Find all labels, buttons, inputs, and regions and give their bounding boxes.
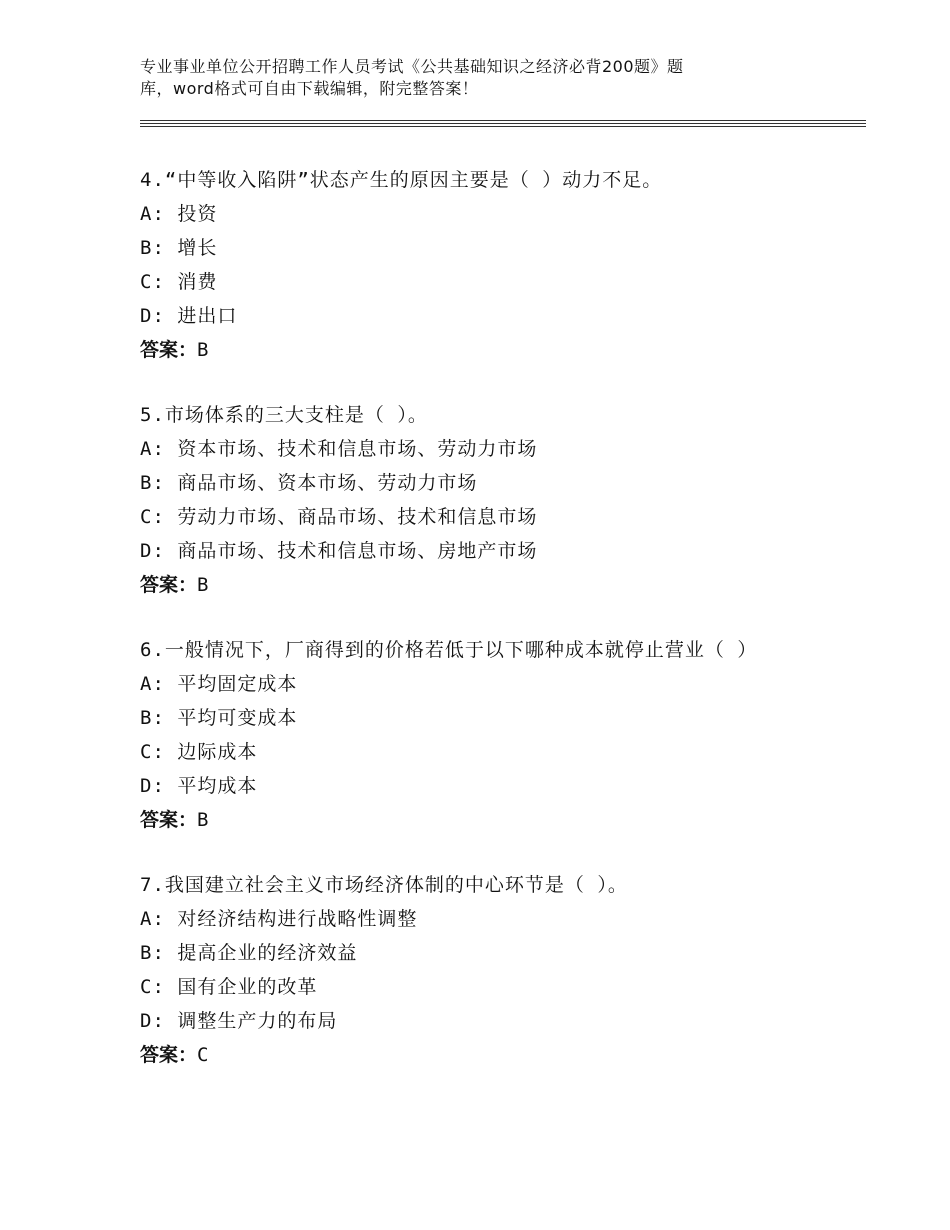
option-c: C: 消费: [140, 271, 218, 293]
question-item: [140, 868, 860, 1072]
question-stem: 6.一般情况下，厂商得到的价格若低于以下哪种成本就停止营业（ ）: [140, 639, 758, 661]
header-divider-line: [140, 123, 866, 124]
option-d: D: 平均成本: [140, 775, 258, 797]
header-divider-line: [140, 120, 866, 121]
answer-value: B: [197, 339, 209, 361]
question-list: [140, 163, 860, 1072]
question-stem: 5.市场体系的三大支柱是（ ）。: [140, 404, 428, 426]
question-item: [140, 398, 860, 602]
option-b: B: 提高企业的经济效益: [140, 942, 358, 964]
answer-value: C: [197, 1044, 209, 1066]
header-title-line-1: 专业事业单位公开招聘工作人员考试《公共基础知识之经济必背200题》题: [140, 57, 684, 76]
answer-value: B: [197, 809, 209, 831]
answer-row: [140, 333, 860, 367]
answer-row: [140, 568, 860, 602]
option-d: D: 商品市场、技术和信息市场、房地产市场: [140, 540, 538, 562]
option-c: C: 劳动力市场、商品市场、技术和信息市场: [140, 506, 538, 528]
answer-row: [140, 1038, 860, 1072]
answer-row: [140, 803, 860, 837]
option-b: B: 平均可变成本: [140, 707, 298, 729]
answer-label: 答案：: [140, 339, 198, 361]
answer-value: B: [197, 574, 209, 596]
option-a: A: 投资: [140, 203, 218, 225]
document-header: [140, 56, 780, 100]
option-d: D: 调整生产力的布局: [140, 1010, 338, 1032]
question-stem: 4.“中等收入陷阱”状态产生的原因主要是（ ）动力不足。: [140, 169, 663, 191]
question-item: [140, 163, 860, 367]
question-stem: 7.我国建立社会主义市场经济体制的中心环节是（ ）。: [140, 874, 628, 896]
question-item: [140, 633, 860, 837]
option-d: D: 进出口: [140, 305, 238, 327]
option-c: C: 国有企业的改革: [140, 976, 318, 998]
answer-label: 答案：: [140, 809, 198, 831]
option-a: A: 资本市场、技术和信息市场、劳动力市场: [140, 438, 538, 460]
header-divider-line: [140, 126, 866, 127]
option-c: C: 边际成本: [140, 741, 258, 763]
answer-label: 答案：: [140, 574, 198, 596]
answer-label: 答案：: [140, 1044, 198, 1066]
option-a: A: 对经济结构进行战略性调整: [140, 908, 418, 930]
header-title-line-2: 库，word格式可自由下载编辑，附完整答案！: [140, 79, 479, 98]
option-b: B: 增长: [140, 237, 218, 259]
option-b: B: 商品市场、资本市场、劳动力市场: [140, 472, 478, 494]
option-a: A: 平均固定成本: [140, 673, 298, 695]
